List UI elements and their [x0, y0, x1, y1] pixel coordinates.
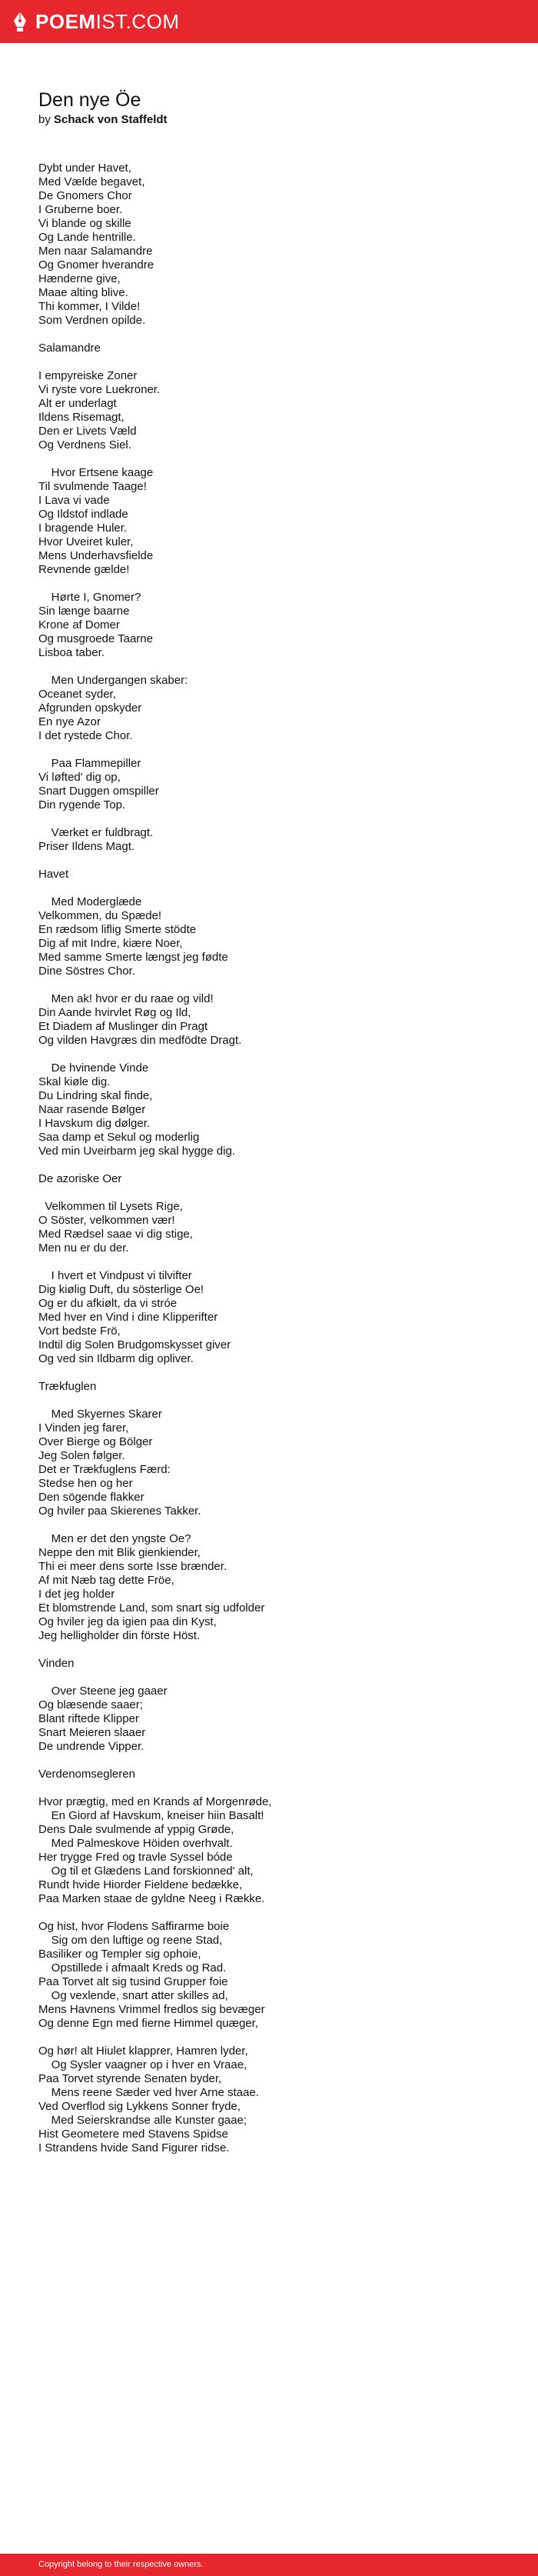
poem-title: Den nye Öe: [38, 89, 141, 111]
site-logo[interactable]: [12, 10, 180, 34]
footer: [0, 2554, 538, 2576]
copyright-text: Copyright belong to their respective owners.: [38, 2560, 204, 2569]
logo-text-strong: POEM: [35, 9, 96, 33]
logo-text-light: IST.COM: [95, 9, 180, 33]
pen-nib-icon: [12, 11, 28, 32]
by-label: by: [38, 113, 55, 126]
poem-author[interactable]: Schack von Staffeldt: [54, 113, 168, 126]
poem-byline: [38, 112, 538, 128]
poem-content: [0, 43, 538, 2155]
poem-text: Dybt under Havet, Med Vælde begavet, De Gnomers Chor I Gruberne boer. Vi blande og skille Og Lande hentrille. Men naar Salamandre Og Gnomer hverandre Hænderne give, Maae alting blive. Thi kommer, I Vilde! Som Verdnen opilde. Salamandre I empyreiske Zoner Vi ryste vore Luekroner. Alt er underlagt Ildens Risemagt, Den er Livets Væld Og Verdnens Siel. Hvor Ertsene kaage Til svulmende Taage! I Lava vi vade Og Ildstof indlade I bragende Huler. Hvor Uveiret kuler, Mens Underhavsfielde Revnende gælde! Hørte I, Gnomer? Sin længe baarne Krone af Domer Og musgroede Taarne Lisboa taber. Men Undergangen skaber: Oceanet syder, Afgrunden opskyder En nye Azor I det rystede Chor. Paa Flammepiller Vi løfted' dig op, Snart Duggen omspiller Din rygende Top. Værket er fuldbragt. Priser Ildens Magt. Havet Med Moderglæde Velkommen, du Spæde! En rædsom liflig Smerte stödte Dig af mit Indre, kiære Noer, Med samme Smerte længst jeg fødte Dine Söstres Chor. Men ak! hvor er du raae og vild! Din Aande hvirvlet Røg og Ild, Et Diadem af Muslinger din Pragt Og vilden Havgræs din medfödte Dragt. De hvinende Vinde Skal kiøle dig. Du Lindring skal finde, Naar rasende Bølger I Havskum dig dølger. Saa damp et Sekul og moderlig Ved min Uveirbarm jeg skal hygge dig. De azoriske Oer Velkommen til Lysets Rige, O Söster, velkommen vær! Med Rædsel saae vi dig stige, Men nu er du der. I hvert et Vindpust vi tilvifter Dig kiølig Duft, du sösterlige Oe! Og er du afkiølt, da vi stróe Med hver en Vind i dine Klipperifter Vort bedste Frö, Indtil dig Solen Brudgomskysset giver Og ved sin Ildbarm dig opliver. Trækfuglen Med Skyernes Skarer I Vinden jeg farer, Over Bierge og Bölger Jeg Solen følger. Det er Trækfuglens Færd: Stedse hen og her Den sögende flakker Og hviler paa Skierenes Takker. Men er det den yngste Oe? Neppe den mit Blik gienkiender, Thi ei meer dens sorte Isse brænder. Af mit Næb tag dette Fröe, I det jeg holder Et blomstrende Land, som snart sig udfolder Og hviler jeg da igien paa din Kyst, Jeg helligholder din förste Höst. Vinden Over Steene jeg gaaer Og blæsende saaer; Blant riftede Klipper Snart Meieren slaaer De undrende Vipper. Verdenomsegleren Hvor prægtig, med en Krands af Morgenrøde, En Giord af Havskum, kneiser hiin Basalt! Dens Dale svulmende af yppig Grøde, Med Palmeskove Höiden overhvalt. Her trygge Fred og travle Syssel bóde Og til et Glædens Land forskionned' alt, Rundt hvide Hiorder Fieldene bedække, Paa Marken staae de gyldne Neeg i Række. Og hist, hvor Flodens Saffirarme boie Sig om den luftige og reene Stad, Basiliker og Templer sig ophoie, Opstillede i afmaalt Kreds og Rad. Paa Torvet alt sig tusind Grupper foie Og vexlende, snart atter skilles ad, Mens Havnens Vrimmel fredlos sig bevæger Og denne Egn med fierne Himmel quæger, Og hør! alt Hiulet klapprer, Hamren lyder, Og Sysler vaagner op i hver en Vraae, Paa Torvet styrende Senaten byder, Mens reene Sæder ved hver Arne staae. Ved Overflod sig Lykkens Sonner fryde, Med Seierskrandse alle Kunster gaae; Hist Geometere med Stavens Spidse I Strandens hvide Sand Figurer ridse.: [38, 162, 272, 2154]
top-bar: [0, 0, 538, 43]
